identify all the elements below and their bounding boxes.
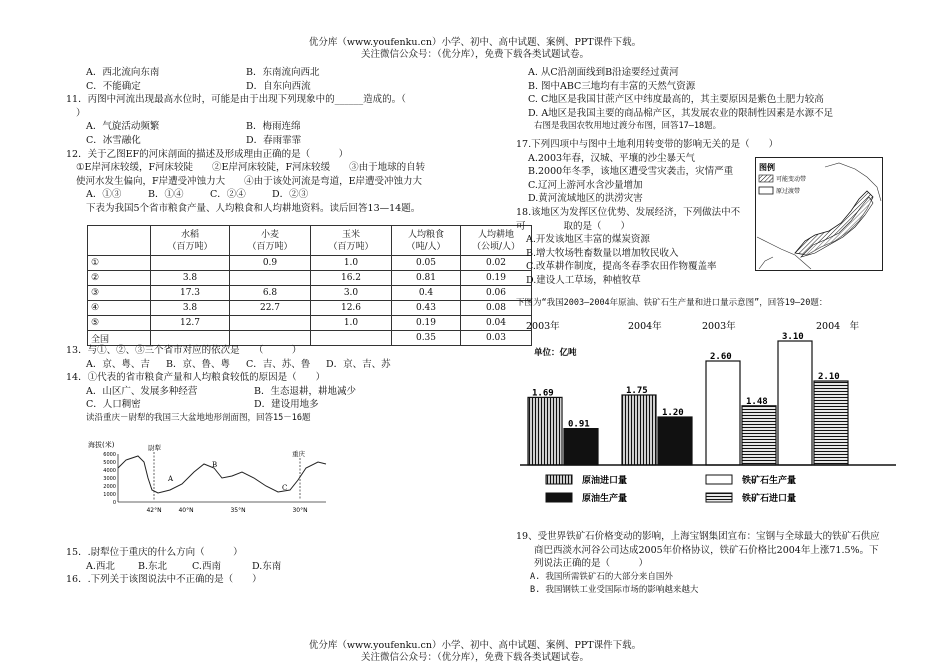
q18-option-b: B.增大牧场牲畜数量以增加牧民收入 [526, 247, 679, 259]
table-header-cell: 水稻 （百万吨） [151, 226, 230, 256]
table-header-cell: 小麦 （百万吨） [230, 226, 311, 256]
ytick: 1000 [103, 492, 116, 498]
value-label: 1.69 [532, 388, 554, 399]
value-label: 0.91 [568, 419, 590, 430]
bar-原油生产量 [658, 417, 692, 465]
grain-table [87, 225, 532, 346]
q17-option-a: A.2003年春，汉城、平壤的沙尘暴天气 [528, 152, 696, 164]
land-use-map [755, 157, 883, 271]
bar-铁矿石进口量 [742, 406, 776, 465]
q17-option-c: C.辽河上游河水含沙量增加 [528, 179, 643, 191]
right-q19-block [516, 530, 896, 598]
q16-option-b: B. 图中ABC三地均有丰富的天然气资源 [528, 80, 696, 92]
q10-options-row2: C．不能确定 D．自东向西流 [86, 80, 311, 92]
legend-swatch [706, 493, 732, 502]
legend-label: 原油进口量 [582, 476, 628, 486]
legend-label-variable: 可能变动带 [776, 176, 807, 183]
chart-intro: 下图为“我国2003—2004年原油、铁矿石生产量和进口量示意图”，回答19—20题： [516, 298, 828, 308]
q14-options-row2: C．人口稠密 D．建设用地多 [86, 399, 319, 411]
q19-line3: 列说法正确的是（ ） [534, 558, 649, 570]
xtick: 30°N [292, 507, 308, 514]
left-column [66, 66, 476, 216]
terrain-profile [86, 438, 332, 518]
table-header-cell: 玉米 （百万吨） [311, 226, 392, 256]
legend-label: 铁矿石进口量 [742, 494, 797, 504]
value-label: 1.20 [662, 408, 684, 418]
table-header-cell [88, 226, 151, 256]
map-legend-title: 图例 [759, 162, 775, 172]
legend-label-original: 原过渡带 [776, 188, 801, 195]
q17-option-b: B.2000年冬季，该地区遭受雪灾袭击，灾情严重 [528, 166, 734, 178]
q11-close: ） [76, 107, 86, 119]
q12-options: A．①③ B．①④ C．②④ D．②③ [86, 189, 309, 201]
table-row: ④ 3.8 22.7 12.6 0.43 0.08 [88, 301, 532, 316]
ytick: 3000 [103, 476, 116, 482]
ytick: 6000 [103, 452, 116, 458]
q15-options: A.西北 B.东北 C.西南 D.东南 [86, 560, 282, 572]
q19-option-b: B. 我国钢铁工业受国际市场的影响越来越大 [530, 585, 699, 596]
q17-option-d: D.黄河流域地区的洪涝灾害 [528, 193, 643, 205]
q18-option-d: D.建设人工草场，种植牧草 [526, 274, 641, 286]
table-row: ③ 17.3 6.8 3.0 0.4 0.06 [88, 286, 532, 301]
xtick: 42°N [146, 507, 162, 514]
label-a: A [168, 475, 174, 483]
year-label: 2003年 [526, 321, 560, 332]
q16-option-a: A. 从C沿剖面线到B沿途要经过黄河 [528, 67, 679, 78]
legend-swatch [546, 493, 572, 502]
bar-原油进口量 [622, 395, 656, 465]
q12-line2: 使河水发生偏向，F岸遭受冲蚀力大 ④由于该处河流是弯道，E岸遭受冲蚀力大 [76, 175, 423, 187]
q10-options-row1: A．西北流向东南 B．东南流向西北 [86, 67, 320, 78]
map-intro: 右图是我国农牧用地过渡分布图，回答17—18题。 [534, 121, 722, 132]
q16-stem: 16．.下列关于该图说法中不正确的是（ ） [66, 574, 262, 586]
q19-option-a: A. 我国所需铁矿石的大部分来自国外 [530, 571, 673, 582]
table-intro: 下表为我国5个省市粮食产量、人均粮食和人均耕地资料。读后回答13—14题。 [86, 202, 421, 214]
footer-line1: 优分库（www.youfenku.cn）小学、初中、高中试题、案例、PPT课件下载。 [308, 640, 642, 651]
q18-stem-line2: 可 取的是（ ） [516, 220, 631, 232]
ytick: 0 [112, 500, 116, 506]
year-label: 2003年 [702, 321, 736, 332]
q19-line1: 19、受世界铁矿石价格变动的影响，上海宝钢集团宣布：宝钢与全球最大的铁矿石供应 [516, 531, 880, 542]
q12-line1: ①E岸河床较缓，F河床较陡 ②E岸河床较陡，F河床较缓 ③由于地球的自转 [76, 162, 426, 174]
q17-stem: 17.下列四项中与图中土地利用转变带的影响无关的是（ ） [516, 139, 779, 150]
q11-options-row2: C．冰雪融化 D．春雨霏霏 [86, 134, 302, 146]
legend-swatch-variable [759, 175, 773, 182]
left-column-lower [66, 344, 476, 426]
q11-options-row1: A．气旋活动频繁 B．梅雨连绵 [86, 121, 301, 133]
ytick: 4000 [103, 468, 116, 474]
profile-ylabel: 海拔(米) [88, 441, 115, 449]
resource-chart [516, 315, 900, 510]
table-row: ① 0.9 1.0 0.05 0.02 [88, 256, 532, 271]
table-row: ⑤ 12.7 1.0 0.19 0.04 [88, 316, 532, 331]
xtick: 35°N [230, 507, 246, 514]
legend-swatch [546, 475, 572, 484]
label-c: C [282, 484, 288, 492]
value-label: 2.60 [710, 352, 732, 362]
profile-intro: 读沿重庆－尉犁的我国三大盆地地形剖面图，回答15－16题 [86, 412, 311, 423]
q19-line2: 商巴西淡水河谷公司达成2005年价格协议，铁矿石价格比2004年上涨71.5%。下 [534, 544, 879, 556]
q13-stem: 13．与①、②、③三个省市对应的依次是 （ ） [66, 345, 302, 356]
left-column-bottom [66, 546, 476, 587]
bar-铁矿石生产量 [706, 361, 740, 465]
legend-swatch-original [759, 187, 773, 194]
header-line1: 优分库（www.youfenku.cn）小学、初中、高中试题、案例、PPT课件下载。 [308, 37, 642, 48]
ytick: 5000 [103, 460, 116, 466]
q14-stem: 14．①代表的省市粮食产量和人均粮食较低的原因是（ ） [66, 372, 326, 384]
table-header-cell: 人均粮食 （吨/人） [392, 226, 461, 256]
legend-label: 铁矿石生产量 [742, 476, 797, 486]
q14-options-row1: A．山区广、发展多种经营 B．生态退耕，耕地减少 [86, 385, 356, 397]
table-header-row [88, 226, 532, 256]
value-label: 2.10 [818, 372, 840, 382]
label-b: B [212, 461, 218, 469]
right-column [516, 66, 896, 134]
legend-label: 原油生产量 [582, 494, 628, 504]
chart-unit-label: 单位：亿吨 [534, 348, 577, 358]
value-label: 1.48 [746, 396, 768, 407]
table-row: ② 3.8 16.2 0.81 0.19 [88, 271, 532, 286]
bar-铁矿石进口量 [814, 381, 848, 465]
year-label: 2004 年 [816, 321, 860, 332]
year-label: 2004年 [628, 321, 662, 332]
q18-stem-line1: 18.该地区为发挥区位优势、发展经济，下列做法中不 [516, 206, 741, 218]
bar-原油生产量 [564, 429, 598, 465]
ytick: 2000 [103, 484, 116, 490]
value-label: 1.75 [626, 386, 648, 396]
header-line2: 关注微信公众号：（优分库），免费下载各类试题试卷。 [360, 49, 589, 60]
q16-option-d: D. A地区是我国主要的商品棉产区，其发展农业的限制性因素是水源不足 [528, 107, 834, 119]
q11-stem: 11．丙图中河流出现最高水位时，可能是由于出现下列现象中的______造成的。（ [66, 94, 406, 106]
footer-line2: 关注微信公众号：（优分库），免费下载各类试题试卷。 [360, 652, 589, 663]
q18-option-c: C.改革耕作制度，提高冬春季农田作物覆盖率 [526, 261, 717, 273]
legend-swatch [706, 475, 732, 484]
table-header-cell: 人均耕地 （公顷/人） [461, 226, 532, 256]
q16-option-c: C. C地区是我国甘蔗产区中纬度最高的，其主要原因是紫色土肥力较高 [528, 94, 824, 106]
q18-option-a: A.开发该地区丰富的煤炭资源 [526, 234, 650, 246]
table-row: 全国 0.35 0.03 [88, 331, 532, 346]
label-chongqing: 重庆 [292, 450, 305, 458]
xtick: 40°N [178, 507, 194, 514]
value-label: 3.10 [782, 332, 804, 342]
q13-options: A．京、粤、吉 B．京、鲁、粤 C．吉、苏、鲁 D．京、吉、苏 [86, 358, 391, 370]
q12-stem: 12．关于乙图EF的河床剖面的描述及形成理由正确的是（ ） [66, 148, 349, 160]
bar-铁矿石生产量 [778, 341, 812, 465]
q15-stem: 15．.尉犁位于重庆的什么方向（ ） [66, 547, 243, 558]
label-weili: 尉犁 [148, 444, 161, 452]
bar-原油进口量 [528, 397, 562, 465]
